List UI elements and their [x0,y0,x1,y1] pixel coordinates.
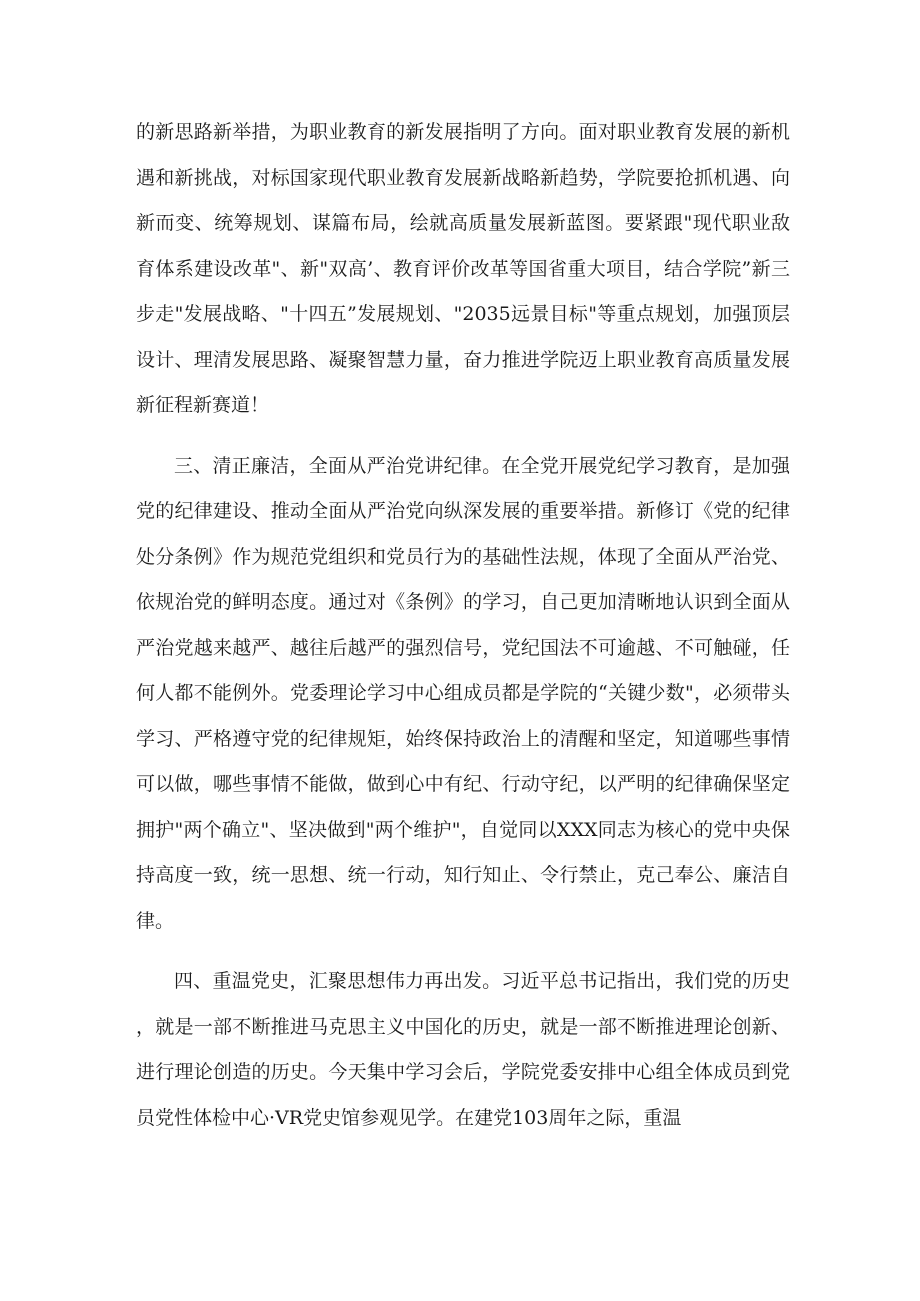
document-body [136,110,790,1141]
paragraph-section-three: 三、清正廉洁，全面从严治党讲纪律。在全党开展党纪学习教育，是加强党的纪律建设、推动全面从严治党向纵深发展的重要举措。新修订《党的纪律处分条例》作为规范党组织和党员行为的基础性法规，体现了全面从严治党、依规治党的鲜明态度。通过对《条例》的学习，自己更加清晰地认识到全面从严治党越来越严、越往后越严的强烈信号，党纪国法不可逾越、不可触碰，任何人都不能例外。党委理论学习中心组成员都是学院的“关键少数"，必须带头学习、严格遵守党的纪律规矩，始终保持政治上的清醒和坚定，知道哪些事情可以做，哪些事情不能做，做到心中有纪、行动守纪，以严明的纪律确保坚定拥护"两个确立"、坚决做到"两个维护"，自觉同以XXX同志为核心的党中央保持高度一致，统一思想、统一行动，知行知止、令行禁止，克己奉公、廉洁自律。 [136,454,790,932]
paragraph-section-four: 四、重温党史，汇聚思想伟力再出发。习近平总书记指出，我们党的历史，就是一部不断推进马克思主义中国化的历史，就是一部不断推进理论创新、进行理论创造的历史。今天集中学习会后，学院党委安排中心组全体成员到党员党性体检中心·VR党史馆参观见学。在建党103周年之际，重温 [136,970,790,1129]
paragraph-continuation: 的新思路新举措，为职业教育的新发展指明了方向。面对职业教育发展的新机遇和新挑战，对标国家现代职业教育发展新战略新趋势，学院要抢抓机遇、向新而变、统筹规划、谋篇布局，绘就高质量发展新蓝图。要紧跟"现代职业敌育体系建设改革"、新"双高’、教育评价改革等国省重大项目，结合学院”新三步走"发展战略、"十四五”发展规划、"2035远景目标"等重点规划，加强顶层设计、理清发展思路、凝聚智慧力量，奋力推进学院迈上职业教育高质量发展新征程新赛道！ [136,121,790,416]
